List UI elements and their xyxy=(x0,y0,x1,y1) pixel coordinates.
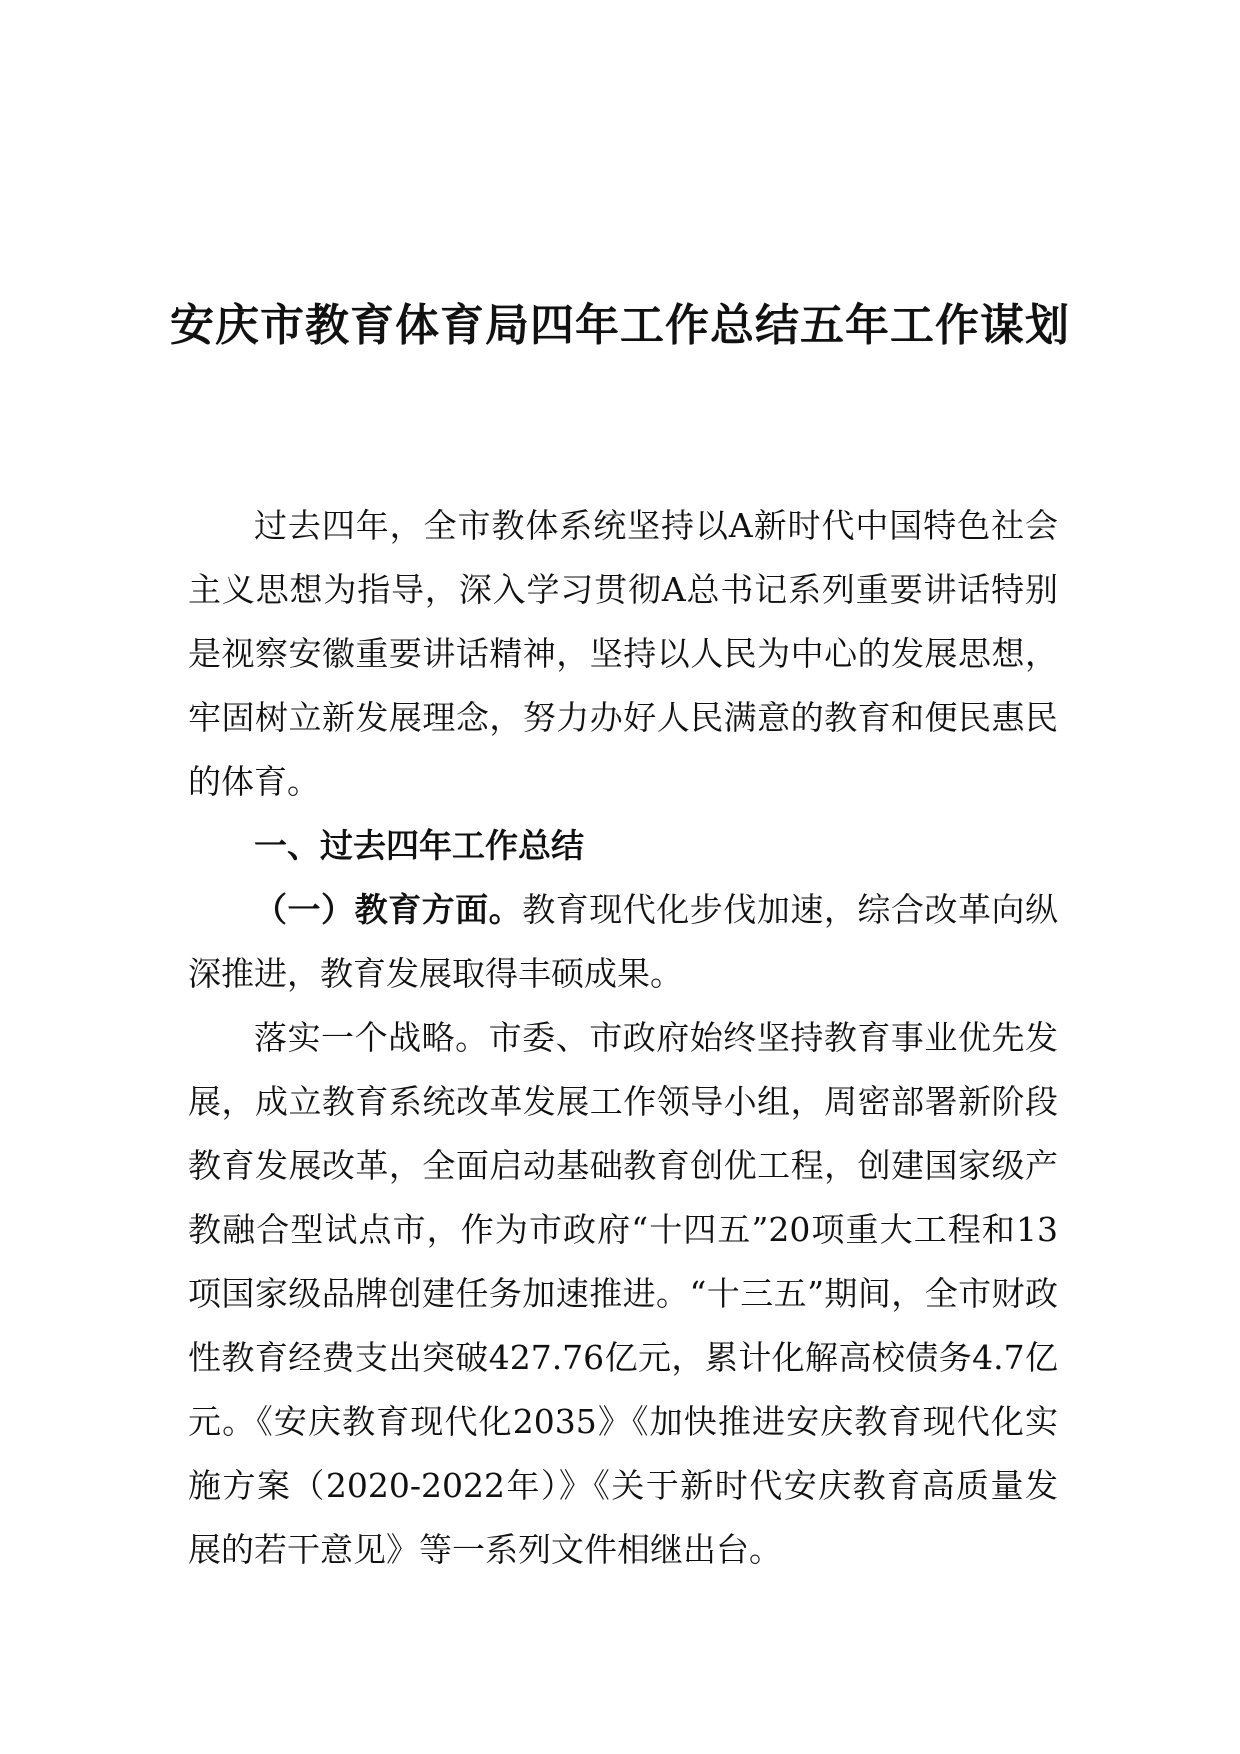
strategy-paragraph-text: 落实一个战略。市委、市政府始终坚持教育事业优先发展，成立教育系统改革发展工作领导小组，周密部署新阶段教育发展改革，全面启动基础教育创优工程，创建国家级产教融合型试点市，作为市政府“十四五”20项重大工程和13项国家级品牌创建任务加速推进。“十三五”期间，全市财政性教育经费支出突破427.76亿元，累计化解高校债务4.7亿元。《安庆教育现代化2035》《加快推进安庆教育现代化实施方案（2020-2022年）》《关于新时代安庆教育高质量发展的若干意见》等一系列文件相继出台。 xyxy=(188,1018,1058,1569)
document-body xyxy=(188,494,1058,1582)
strategy-paragraph xyxy=(188,1006,1058,1582)
education-paragraph-text: 教育现代化步伐加速，综合改革向纵深推进，教育发展取得丰硕成果。 xyxy=(188,890,1059,993)
education-paragraph xyxy=(188,878,1058,1006)
document-title: 安庆市教育体育局四年工作总结五年工作谋划 xyxy=(170,300,1070,351)
intro-paragraph xyxy=(188,494,1058,814)
section-heading: 一、过去四年工作总结 xyxy=(254,826,584,865)
intro-paragraph-text: 过去四年，全市教体系统坚持以A新时代中国特色社会主义思想为指导，深入学习贯彻A总书记系列重要讲话特别是视察安徽重要讲话精神，坚持以人民为中心的发展思想，牢固树立新发展理念，努力办好人民满意的教育和便民惠民的体育。 xyxy=(188,506,1058,801)
education-lead: （一）教育方面。 xyxy=(254,890,523,929)
